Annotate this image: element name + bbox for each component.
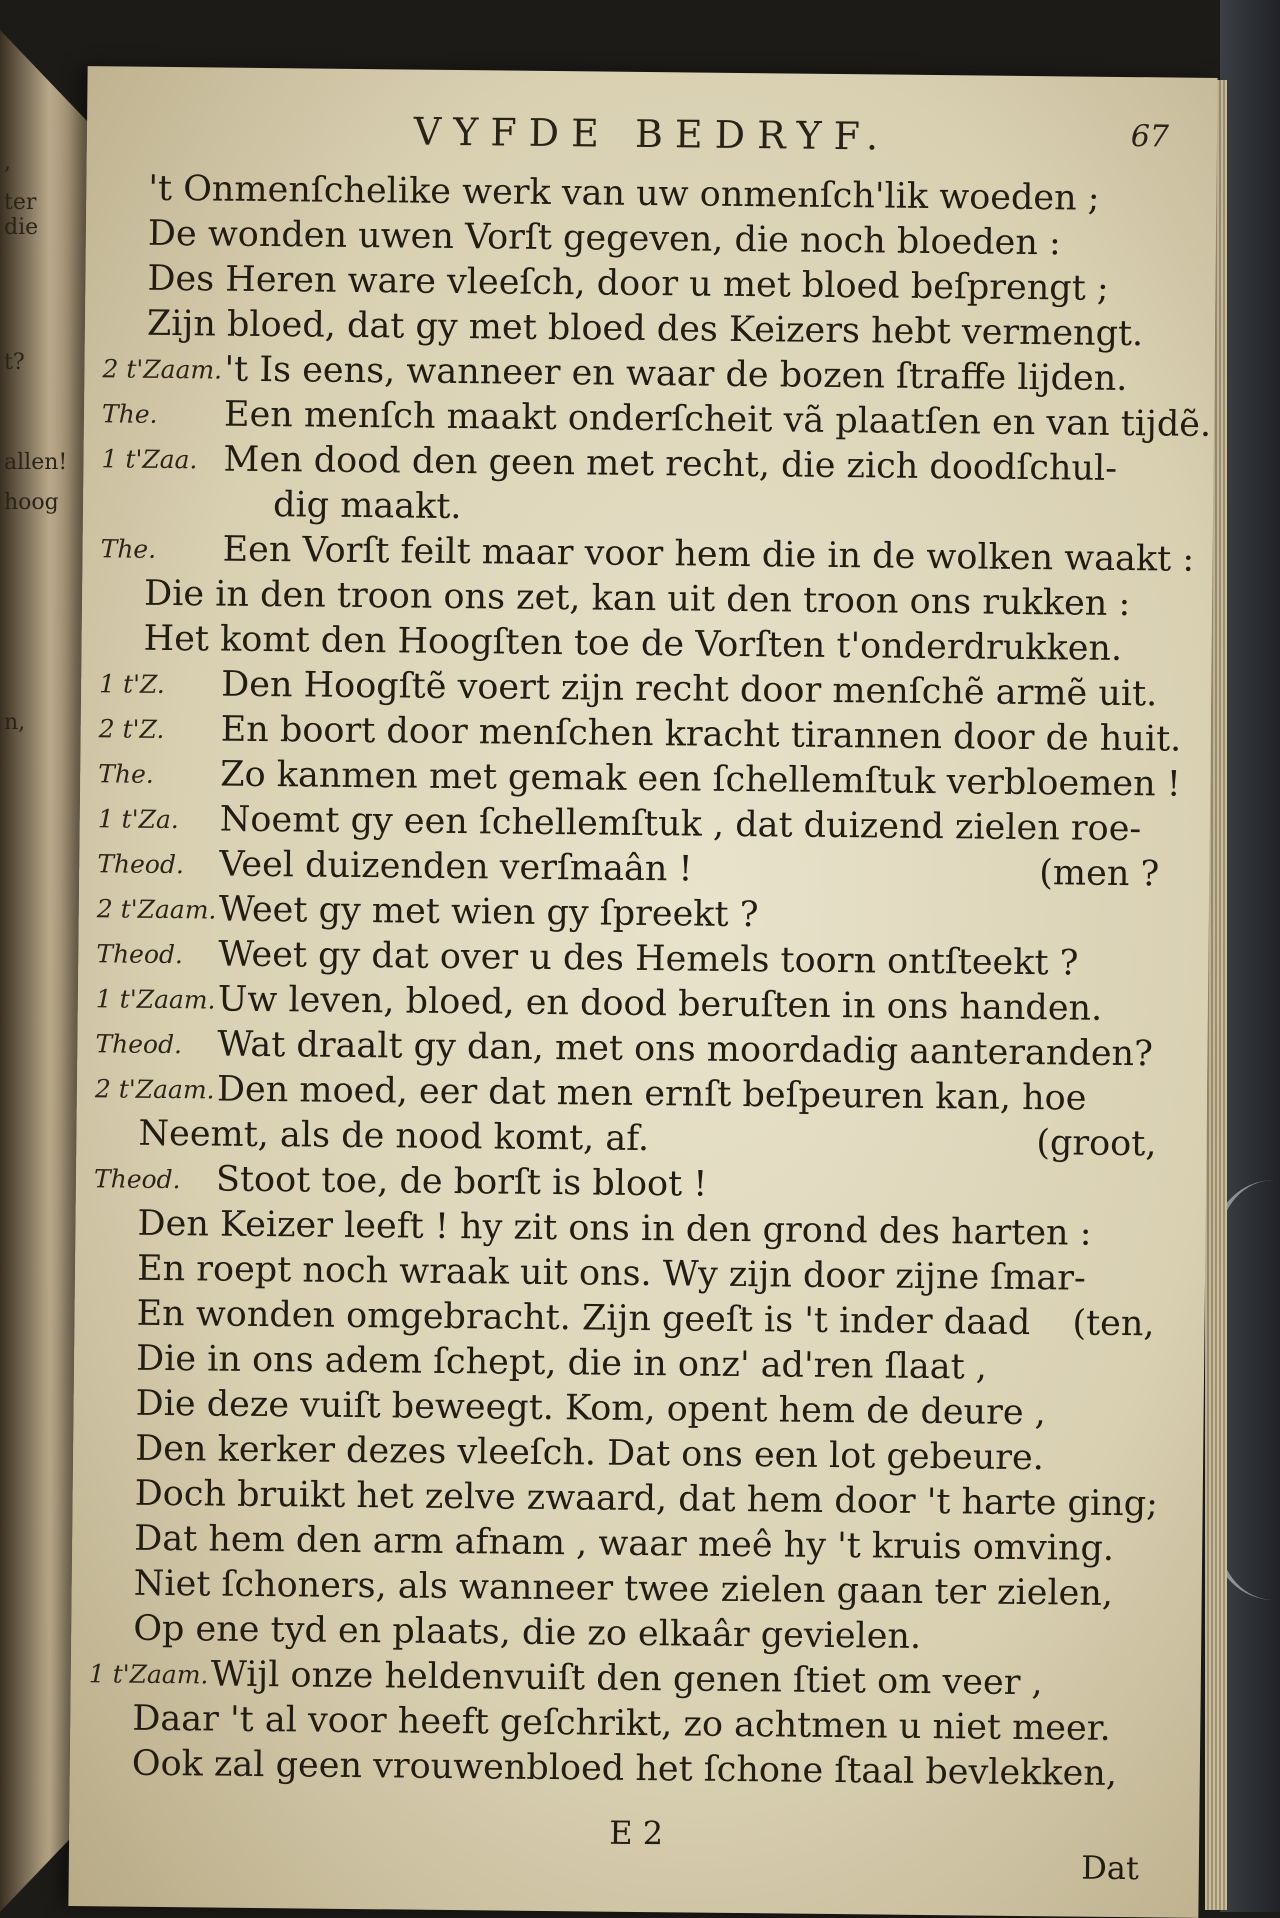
verse-text: Weet gy met wien gy ſpreekt ?: [218, 889, 759, 936]
background-object: [1220, 0, 1280, 1912]
speaker-label: Theod.: [96, 939, 184, 970]
runover-text: (groot,: [1036, 1123, 1157, 1165]
verse-text: Die in den troon ons zet, kan uit den troon ons rukken :: [143, 573, 1131, 625]
left-fragment: ,: [4, 150, 11, 175]
verse-text: Den Keizer leeft ! hy zit ons in den grond des harten :: [137, 1203, 1092, 1254]
verse-text: Het komt den Hoogſten toe de Vorſten t'onderdrukken.: [143, 618, 1123, 669]
speaker-label: Theod.: [93, 1164, 181, 1195]
left-fragment: n,: [4, 710, 26, 735]
speaker-label: 1 t'Zaam.: [88, 1659, 209, 1690]
verse-text: Doch bruikt het zelve zwaard, dat hem door 't harte ging;: [134, 1473, 1159, 1525]
speaker-label: The.: [101, 399, 158, 429]
verse-text: Zo kanmen met gemak een ſchellemſtuk verbloemen !: [220, 754, 1182, 805]
speaker-label: 1 t'Zaam.: [95, 984, 216, 1015]
verse-text: Den Hoogſtẽ voert zijn recht door menſchẽ armẽ uit.: [220, 664, 1158, 715]
verse-text: 't Onmenſchelike werk van uw onmenſch'lik woeden ;: [148, 168, 1100, 219]
verse-text: Daar 't al voor heeft geſchrikt, zo achtmen u niet meer.: [132, 1698, 1111, 1749]
verse-text: Veel duizenden verſmaân !: [219, 844, 693, 890]
running-header: VYFDE BEDRYF.: [413, 109, 891, 159]
speaker-label: 1 t'Zaa.: [101, 444, 198, 475]
verse-text: Zijn bloed, dat gy met bloed des Keizers hebt vermengt.: [146, 303, 1144, 355]
verse-lines: [70, 166, 1217, 1798]
speaker-label: 2 t'Zaam.: [94, 1074, 215, 1105]
verse-text: Wat draalt gy dan, met ons moordadig aanteranden?: [217, 1024, 1154, 1075]
verse-text: Ook zal geen vrouwenbloed het ſchone ſtaal bevlekken,: [131, 1743, 1118, 1795]
runover-text: (ten,: [1072, 1303, 1155, 1345]
verse-text: Den kerker dezes vleeſch. Dat ons een lot gebeure.: [134, 1428, 1045, 1479]
verse-text: Die deze vuiſt beweegt. Kom, opent hem de deure ,: [135, 1383, 1046, 1434]
runover-text: (men ?: [1039, 853, 1160, 895]
speaker-label: 2 t'Zaam.: [96, 894, 217, 925]
speaker-label: 1 t'Za.: [97, 804, 179, 835]
speaker-label: Theod.: [97, 849, 185, 880]
speaker-label: 2 t'Z.: [98, 714, 165, 744]
speaker-label: The.: [98, 759, 154, 789]
verse-text: De wonden uwen Vorſt gegeven, die noch bloeden :: [147, 213, 1062, 264]
verse-text: En wonden omgebracht. Zijn geeſt is 't inder daad: [136, 1293, 1031, 1344]
left-fragment: hoog: [4, 490, 59, 515]
verse-text: En roept noch wraak uit ons. Wy zijn door zijne ſmar-: [136, 1248, 1087, 1299]
verse-text: Uw leven, bloed, en dood beruſten in ons handen.: [217, 979, 1103, 1029]
verse-text: Wijl onze heldenvuiſt den genen ſtiet om veer ,: [210, 1654, 1043, 1704]
verse-text: dig maakt.: [272, 485, 462, 528]
verse-text: Niet ſchoners, als wanneer twee zielen gaan ter zielen,: [133, 1563, 1114, 1614]
catchword: Dat: [1081, 1848, 1140, 1888]
verse-text: Een menſch maakt onderſcheit vã plaatſen en van tijdẽ.: [223, 394, 1212, 445]
verse-text: Die in ons adem ſchept, die in onz' ad'ren ſlaat ,: [135, 1338, 988, 1388]
book-page: [68, 66, 1217, 1918]
verse-text: Noemt gy een ſchellemſtuk , dat duizend zielen roe-: [219, 799, 1142, 850]
speaker-label: 1 t'Z.: [99, 669, 166, 699]
speaker-label: The.: [100, 534, 157, 564]
left-fragment: ter die: [4, 190, 39, 240]
verse-text: Stoot toe, de borſt is bloot !: [215, 1159, 708, 1205]
speaker-label: 2 t'Zaam.: [102, 354, 223, 385]
verse-text: Weet gy dat over u des Hemels toorn ontſteekt ?: [218, 934, 1079, 984]
speaker-label: Theod.: [95, 1029, 183, 1060]
verse-text: En boort door menſchen kracht tirannen door de huit.: [220, 709, 1182, 760]
page-number: 67: [1130, 119, 1170, 155]
verse-text: Men dood den geen met recht, die zich doodſchul-: [223, 439, 1118, 489]
verse-text: Dat hem den arm afnam , waar meê hy 't kruis omving.: [134, 1518, 1115, 1569]
verse-text: 't Is eens, wanneer en waar de bozen ſtraffe lijden.: [224, 349, 1128, 400]
signature-mark: E 2: [608, 1813, 664, 1853]
verse-text: Neemt, als de nood komt, af.: [138, 1113, 650, 1160]
verse-text: Op ene tyd en plaats, die zo elkaâr gevielen.: [133, 1608, 922, 1657]
verse-text: Des Heren ware vleeſch, door u met bloed beſprengt ;: [147, 258, 1109, 309]
verse-text: Een Vorſt feilt maar voor hem die in de wolken waakt :: [222, 529, 1195, 580]
verse-text: Den moed, eer dat men ernſt beſpeuren kan, hoe: [216, 1069, 1087, 1119]
left-fragment: allen!: [4, 450, 68, 475]
left-fragment: t?: [4, 350, 25, 375]
